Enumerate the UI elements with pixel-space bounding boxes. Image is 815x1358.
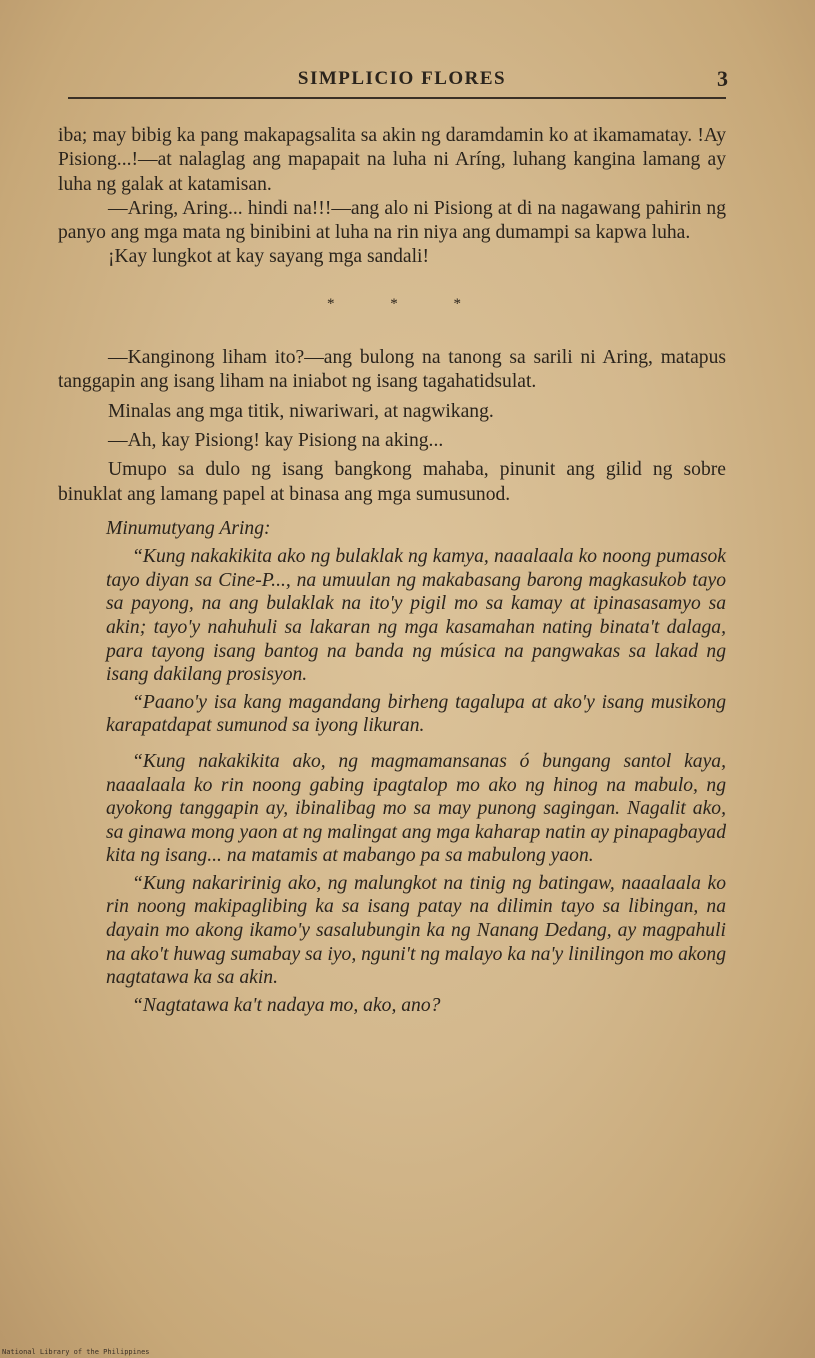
page-body bbox=[58, 124, 726, 1017]
paragraph-dialogue: —Aring, Aring... hindi na!!!—ang alo ni Pisiong at di na nagawang pahirin ng panyo ang mga mata ng binibini at luha na rin niya ang dumampi sa kapwa luha. bbox=[58, 197, 726, 244]
paragraph-reading: Minalas ang mga titik, niwariwari, at nagwikang. bbox=[108, 400, 494, 422]
page-header bbox=[58, 58, 726, 92]
paragraph-exclamation: ¡Kay lungkot at kay sayang mga sandali! bbox=[108, 246, 430, 268]
book-page bbox=[58, 58, 728, 1016]
letter-body bbox=[58, 545, 726, 1017]
letter-paragraph: “Kung nakakikita ako, ng magmamansanas ó bungang santol kaya, naaalaala ko rin noong gabing ipagtalop mo ako ng hinog na mabulo, ng ayokong tanggapin ay, ibinalibag mo sa may punong sagingan. Nagalit ako, sa ginawa mong yaon at ng malingat ang mga kaharap natin ay pinapagbayad kita ng isang... na matamis at mabango pa sa mabulong yaon. bbox=[106, 750, 726, 867]
scan-credit: National Library of the Philippines bbox=[2, 1348, 150, 1356]
header-rule bbox=[68, 97, 726, 99]
letter-paragraph: “Kung nakakikita ako ng bulaklak ng kamya, naaalaala ko noong pumasok tayo diyan sa Cine-P..., na umuulan ng makabasang barong magkasukob tayo sa payong, na ang bulaklak na ito'y pigil mo sa kamay at ipinasasamyo sa akin; tayo'y nahuhuli sa lakaran ng mga kasamahan nating binata't dalaga, para tayong isang bantog na banda ng música na pangwakas sa lakad ng isang dakilang prosisyon. bbox=[106, 546, 726, 686]
paragraph-continuation: iba; may bibig ka pang makapagsalita sa akin ng daramdamin ko at ikamamatay. !Ay Pisiong...!—at nalaglag ang mapapait na luha ni Aríng, luhang kangina lamang ay luha ng galak at katamisan. bbox=[58, 125, 726, 195]
page-number: 3 bbox=[717, 66, 728, 91]
running-title: SIMPLICIO FLORES bbox=[297, 68, 507, 89]
letter-paragraph: “Paano'y isa kang magandang birheng tagalupa at ako'y isang musikong karapatdapat sumunod sa iyong likuran. bbox=[106, 691, 726, 737]
paragraph-opening-letter: Umupo sa dulo ng isang bangkong mahaba, pinunit ang gilid ng sobre binuklat ang lamang papel at binasa ang mga sumusunod. bbox=[58, 459, 726, 505]
paragraph-exclaim-name: —Ah, kay Pisiong! kay Pisiong na aking... bbox=[108, 429, 444, 451]
letter-paragraph: “Nagtatawa ka't nadaya mo, ako, ano? bbox=[132, 994, 441, 1016]
section-separator: * * * bbox=[327, 295, 487, 312]
letter-salutation: Minumutyang Aring: bbox=[106, 517, 271, 539]
letter-paragraph: “Kung nakaririnig ako, ng malungkot na tinig ng batingaw, naaalaala ko rin noong makipaglibing ka sa isang patay na dilimin tayo sa libingan, na dayain mo akong ikamo'y sasalubungin ka ng Nanang Dedang, ay magpahuli na ako't huwag sumabay sa iyo, nguni't ng malayo ka na'y linilingon mo akong nagtatawa ka sa akin. bbox=[106, 872, 726, 989]
paragraph-question: —Kanginong liham ito?—ang bulong na tanong sa sarili ni Aring, matapus tanggapin ang isang liham na iniabot ng isang tagahatidsulat. bbox=[58, 347, 726, 393]
